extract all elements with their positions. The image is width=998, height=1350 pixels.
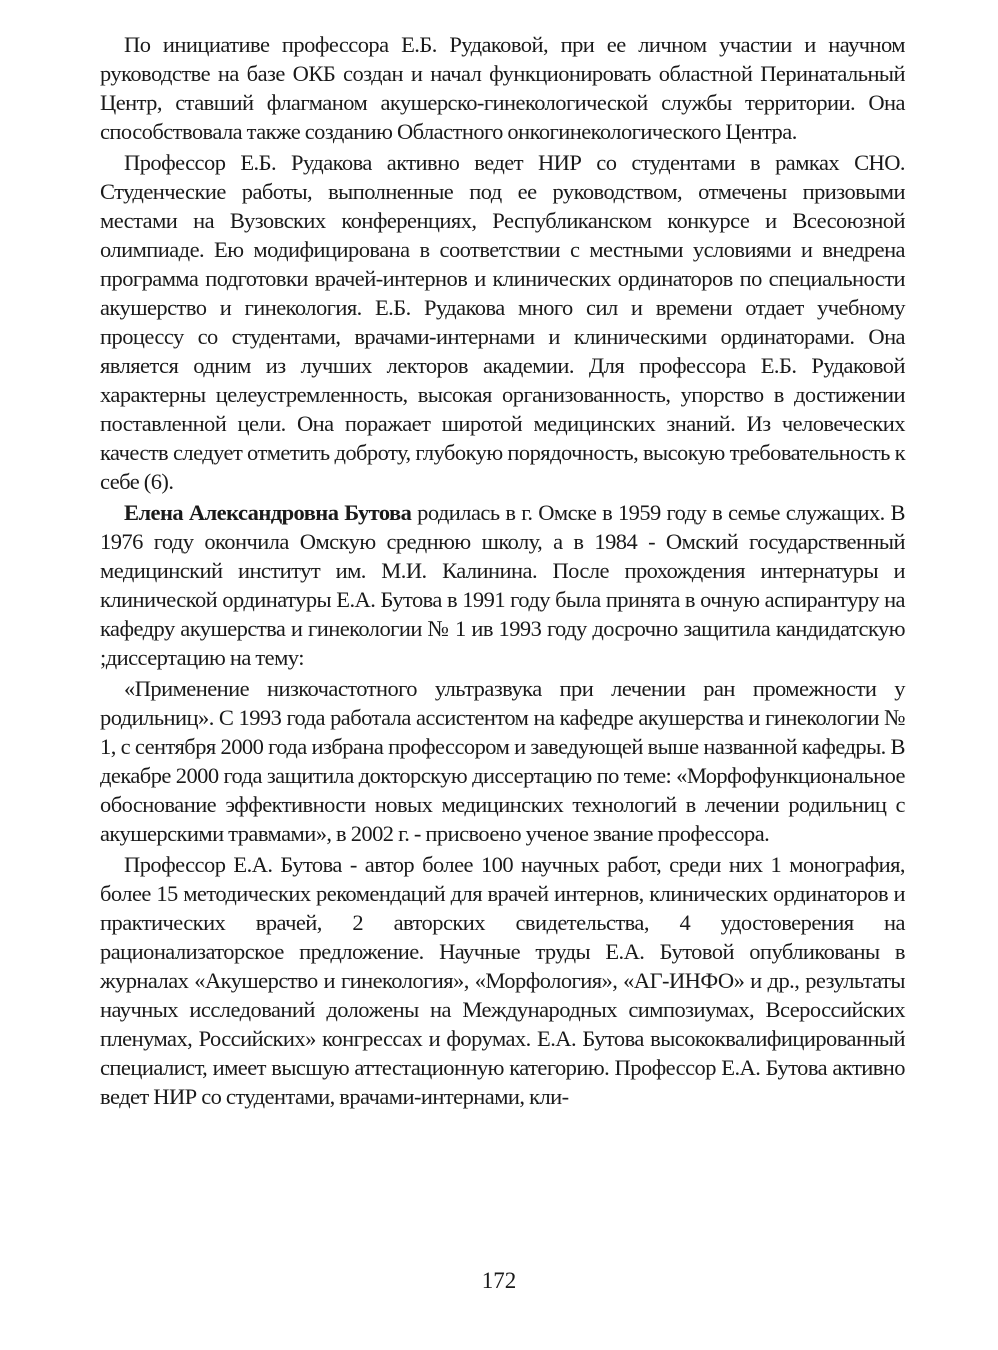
person-name-butova: Елена Александровна Бутова bbox=[124, 500, 412, 525]
paragraph-dissertation-topic: «Применение низкочастотного ультразвука при лечении ран промежности у родильниц». С 1993 года работала ассистентом на кафедре акушерства и гинекологии № 1, с сентября 2000 года избрана профессором и заведующей выше названной кафедры. В декабре 2000 года защитила докторскую диссертацию по теме: «Морфофункциональное обоснование эффективности новых медицинских технологий в лечении родильниц с акушерскими травмами», в 2002 г. - присвоено ученое звание профессора. bbox=[100, 676, 905, 846]
paragraph-butova-biography-text: родилась в г. Омске в 1959 году в семье служащих. В 1976 году окончила Омскую среднюю школу, а в 1984 - Омский государственный медицинский институт им. М.И. Калинина. После прохождения интернатуры и клинической ординатуры Е.А. Бутова в 1991 году была принята в очную аспирантуру на кафедру акушерства и гинекологии № 1 ив 1993 году досрочно защитила кандидатскую ;диссертацию на тему: bbox=[100, 500, 905, 670]
paragraph-butova-biography bbox=[100, 498, 905, 672]
page-body bbox=[100, 30, 905, 1113]
paragraph-butova-publications: Профессор Е.А. Бутова - автор более 100 научных работ, среди них 1 монография, более 15 методических рекомендаций для врачей интернов, клинических ординаторов и практических врачей, 2 авторских свидетельства, 4 удостоверения на рационализаторское предложение. Научные труды Е.А. Бутовой опубликованы в журналах «Акушерство и гинекология», «Морфология», «АГ-ИНФО» и др., результаты научных исследований доложены на Международных симпозиумах, Всероссийских пленумах, Российских» конгрессах и форумах. Е.А. Бутова высококвалифицированный специалист, имеет высшую аттестационную категорию. Профессор Е.А. Бутова активно ведет НИР со студентами, врачами-интернами, кли- bbox=[100, 852, 905, 1109]
page-number: 172 bbox=[481, 1268, 517, 1293]
paragraph-rudakova-research: Профессор Е.Б. Рудакова активно ведет НИР со студентами в рамках СНО. Студенческие работы, выполненные под ее руководством, отмечены призовыми местами на Вузовских конференциях, Республиканском конкурсе и Всесоюзной олимпиаде. Ею модифицирована в соответствии с местными условиями и внедрена программа подготовки врачей-интернов и клинических ординаторов по специальности акушерство и гинекология. Е.Б. Рудакова много сил и времени отдает учебному процессу со студентами, врачами-интернами и клиническими ординаторами. Она является одним из лучших лекторов академии. Для профессора Е.Б. Рудаковой характерны целеустремленность, высокая организованность, упорство в достижении поставленной цели. Она поражает широтой медицинских знаний. Из человеческих качеств следует отметить доброту, глубокую порядочность, высокую требовательность к себе (6). bbox=[100, 150, 905, 494]
paragraph-perinatal-center: По инициативе профессора Е.Б. Рудаковой, при ее личном участии и научном руководстве на базе ОКБ создан и начал функционировать областной Перинатальный Центр, ставший флагманом акушерско-гинекологической службы территории. Она способствовала также созданию Областного онкогинекологического Центра. bbox=[100, 32, 905, 144]
